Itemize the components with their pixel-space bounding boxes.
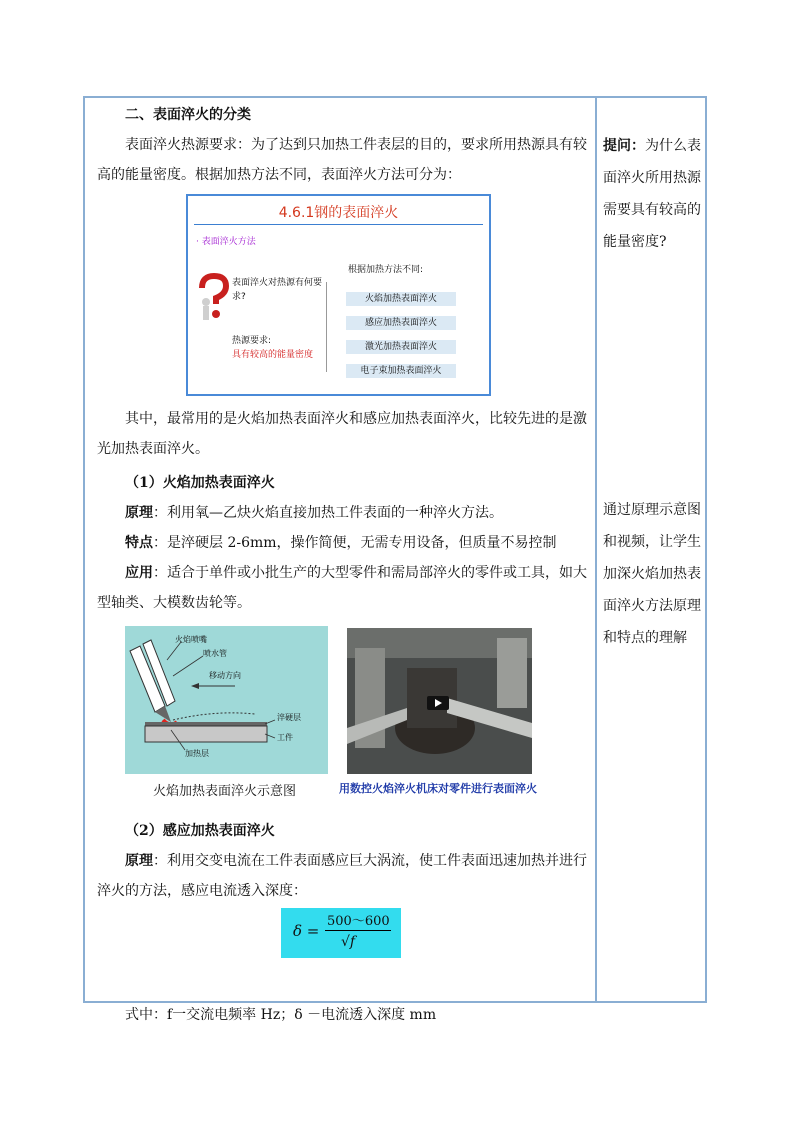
flame-heading: （1）火焰加热表面淬火: [125, 475, 275, 491]
formula-numerator: 500～600: [327, 914, 390, 929]
slide-title: 4.6.1钢的表面淬火: [278, 205, 399, 221]
side-column: [603, 98, 703, 654]
formula-lhs: δ =: [293, 922, 320, 940]
slide-brace: [326, 282, 327, 372]
flame-principle: 原理：利用氧—乙炔火焰直接加热工件表面的一种淬火方法。: [125, 505, 503, 521]
intro-paragraph: 表面淬火热源要求：为了达到只加热工件表层的目的，要求所用热源具有较高的能量密度。根据加热方法不同，表面淬火方法可分为：: [97, 137, 587, 183]
slide-question: 表面淬火对热源有何要求?: [232, 278, 323, 302]
formula-note: 式中：f一交流电频率 Hz；δ －电流透入深度 mm: [125, 1007, 437, 1023]
formula-image: [281, 908, 401, 958]
video-caption: 用数控火焰淬火机床对零件进行表面淬火: [339, 782, 537, 795]
slide-subtitle: · 表面淬火方法: [196, 237, 256, 247]
induction-principle: 原理：利用交变电流在工件表面感应巨大涡流，使工件表面迅速加热并进行淬火的方法，感应电流透入深度：: [97, 853, 587, 899]
flame-diagram: [125, 626, 328, 774]
common-methods-paragraph: 其中，最常用的是火焰加热表面淬火和感应加热表面淬火，比较先进的是激光加热表面淬火。: [97, 411, 587, 457]
flame-diagram-caption: 火焰加热表面淬火示意图: [153, 784, 297, 799]
side-note: 通过原理示意图和视频，让学生加深火焰加热表面淬火方法原理和特点的理解: [603, 502, 701, 646]
formula-denominator: √f: [341, 934, 356, 950]
method-box: 感应加热表面淬火: [346, 316, 456, 330]
slide-image: [186, 194, 491, 396]
column-divider: [595, 98, 597, 1001]
method-box: 火焰加热表面淬火: [346, 292, 456, 306]
side-question: 提问：为什么表面淬火所用热源需要具有较高的能量密度?: [603, 138, 701, 250]
label-heating-layer: 加热层: [185, 749, 209, 758]
video-thumbnail[interactable]: [347, 628, 532, 774]
section-title: 二、表面淬火的分类: [125, 107, 251, 123]
lesson-table: [83, 96, 707, 1023]
label-workpiece: 工件: [277, 733, 293, 742]
method-box: 电子束加热表面淬火: [346, 364, 456, 378]
question-mark-figure-icon: [194, 272, 230, 322]
label-water-pipe: 喷水管: [203, 649, 227, 658]
fraction-bar: [325, 930, 391, 931]
flame-feature: 特点：是淬硬层 2-6mm，操作简便，无需专用设备，但质量不易控制: [125, 535, 557, 551]
label-hardened-layer: 淬硬层: [277, 713, 301, 722]
method-box: 激光加热表面淬火: [346, 340, 456, 354]
induction-heading: （2）感应加热表面淬火: [125, 823, 275, 839]
label-nozzle: 火焰喷嘴: [175, 635, 207, 644]
slide-rule: [194, 224, 483, 225]
slide-right-heading: 根据加热方法不同:: [348, 265, 424, 275]
label-direction: 移动方向: [209, 671, 241, 680]
slide-requirement: 热源要求: 具有较高的能量密度: [232, 336, 314, 360]
flame-application: 应用：适合于单件或小批生产的大型零件和需局部淬火的零件或工具，如大型轴类、大模数齿轮等。: [97, 565, 587, 611]
